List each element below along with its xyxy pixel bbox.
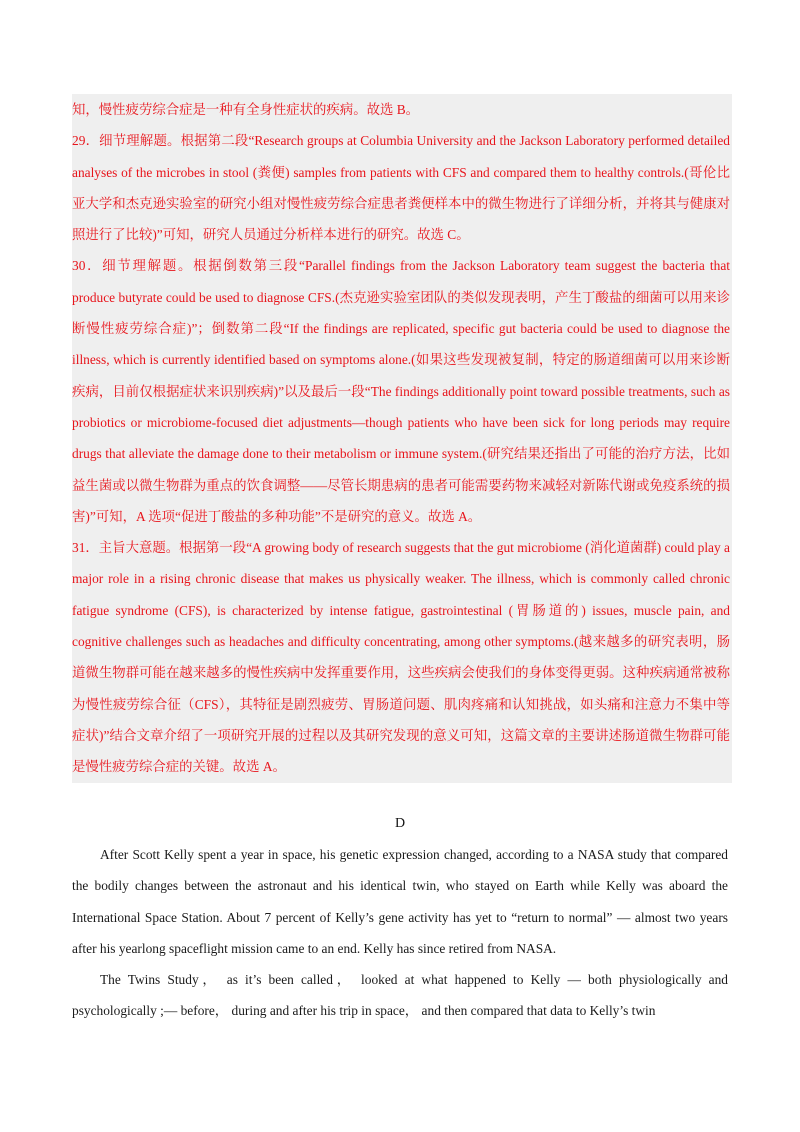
answer-paragraph: 知，慢性疲劳综合症是一种有全身性症状的疾病。故选 B。 xyxy=(72,102,420,117)
answer-explanations xyxy=(72,94,732,783)
passage-paragraph: After Scott Kelly spent a year in space, his genetic expression changed, according to a NASA study that compared the bodily changes between the astronaut and his identical twin, who stayed on Earth while Kelly was aboard the International Space Station. About 7 percent of Kelly’s gene activity has yet to “return to normal” — almost two years after his yearlong spaceflight mission came to an end. Kelly has since retired from NASA. xyxy=(72,847,728,956)
reading-passage xyxy=(72,839,728,1027)
answer-paragraph: 30．细节理解题。根据倒数第三段“Parallel findings from the Jackson Laboratory team suggest the bacteria that produce butyrate could be used to diagnose CFS.(杰克逊实验室团队的类似发现表明，产生丁酸盐的细菌可以用来诊断慢性疲劳综合症)”；倒数第二段“If the findings are replicated, specific gut bacteria could be used to diagnose the illness, which is currently identified based on symptoms alone.(如果这些发现被复制，特定的肠道细菌可以用来诊断疾病，目前仅根据症状来识别疾病)”以及最后一段“The findings additionally point toward possible treatments, such as probiotics or microbiome-focused diet adjustments—though patients who have been sick for long periods may require drugs that alleviate the damage done to their metabolism or immune system.(研究结果还指出了可能的治疗方法，比如益生菌或以微生物群为重点的饮食调整——尽管长期患病的患者可能需要药物来减轻对新陈代谢或免疫系统的损害)”可知，A 选项“促进丁酸盐的多种功能”不是研究的意义。故选 A。 xyxy=(72,258,730,524)
answer-paragraph: 29．细节理解题。根据第二段“Research groups at Columbia University and the Jackson Laboratory performed detailed analyses of the microbes in stool (粪便) samples from patients with CFS and compared them to healthy controls.(哥伦比亚大学和杰克逊实验室的研究小组对慢性疲劳综合症患者粪便样本中的微生物进行了详细分析，并将其与健康对照进行了比较)”可知，研究人员通过分析样本进行的研究。故选 C。 xyxy=(72,133,730,243)
answer-paragraph: 31．主旨大意题。根据第一段“A growing body of research suggests that the gut microbiome (消化道菌群) could play a major role in a rising chronic disease that makes us physically weaker. The illness, which is commonly called chronic fatigue syndrome (CFS), is characterized by intense fatigue, gastrointestinal (胃肠道的) issues, muscle pain, and cognitive challenges such as headaches and difficulty concentrating, among other symptoms.(越来越多的研究表明，肠道微生物群可能在越来越多的慢性疾病中发挥重要作用，这些疾病会使我们的身体变得更弱。这种疾病通常被称为慢性疲劳综合征（CFS），其特征是剧烈疲劳、胃肠道问题、肌肉疼痛和认知挑战，如头痛和注意力不集中等症状)”结合文章介绍了一项研究开展的过程以及其研究发现的意义可知，这篇文章的主要讲述肠道微生物群可能是慢性疲劳综合症的关键。故选 A。 xyxy=(72,540,730,775)
passage-paragraph: The Twins Study， as it’s been called， looked at what happened to Kelly — both physiologically and psychologically ;— before， during and after his trip in space， and then compared that data to Kelly’s twin xyxy=(72,972,728,1019)
section-heading: D xyxy=(394,816,406,831)
